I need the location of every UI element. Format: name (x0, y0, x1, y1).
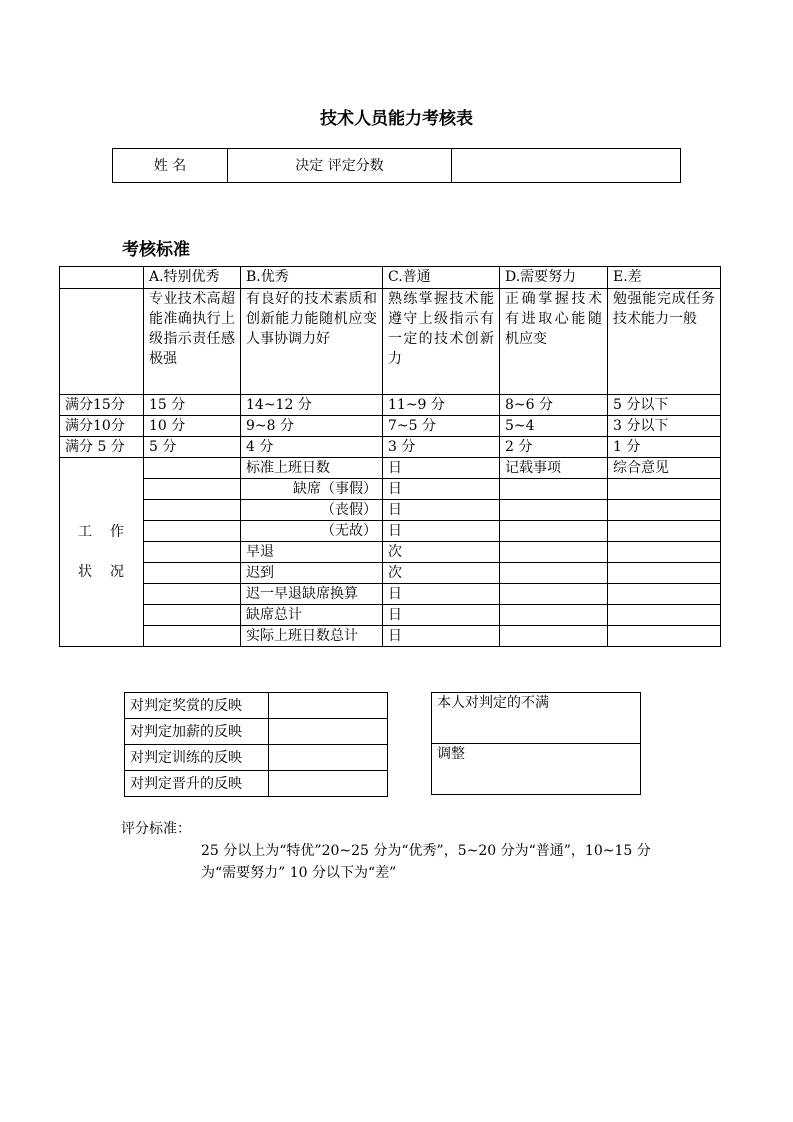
score-cell: 1 分 (608, 437, 721, 458)
adjustment-field[interactable]: 调整 (432, 744, 641, 795)
reaction-label: 对判定训练的反映 (125, 745, 269, 771)
table-row (60, 563, 721, 584)
page-title: 技术人员能力考核表 (320, 109, 473, 129)
table-row (432, 744, 641, 795)
level-description: 有良好的技术素质和创新能力能随机应变人事协调力好 (241, 289, 383, 395)
level-header: D.需要努力 (500, 267, 608, 289)
table-row (60, 437, 721, 458)
work-item: 缺席（事假） (241, 479, 383, 500)
complaint-table (431, 692, 641, 795)
level-header: A.特别优秀 (144, 267, 241, 289)
score-cell: 3 分以下 (608, 416, 721, 437)
table-row (60, 605, 721, 626)
work-item: （丧假） (241, 500, 383, 521)
table-row (60, 289, 721, 395)
work-e-cell[interactable] (608, 500, 721, 521)
work-unit: 次 (383, 542, 500, 563)
section-title: 考核标准 (122, 240, 190, 260)
score-row-label: 满分 5 分 (60, 437, 144, 458)
score-cell: 10 分 (144, 416, 241, 437)
work-item: （无故） (241, 521, 383, 542)
work-e-cell[interactable] (608, 563, 721, 584)
table-row (60, 500, 721, 521)
score-label: 决定 评定分数 (228, 149, 452, 183)
table-row (125, 771, 388, 797)
work-e-cell[interactable] (608, 542, 721, 563)
score-cell: 5 分以下 (608, 395, 721, 416)
score-value-field[interactable] (452, 149, 681, 183)
work-d-cell[interactable] (500, 563, 608, 584)
table-row (60, 479, 721, 500)
table-row (432, 693, 641, 744)
level-description: 正确掌握技术 有进取心能随机应变 (500, 289, 608, 395)
work-item: 迟到 (241, 563, 383, 584)
table-row (60, 458, 721, 479)
level-description: 专业技术高超 能准确执行上级指示责任感极强 (144, 289, 241, 395)
work-input[interactable] (144, 458, 241, 479)
work-d-cell[interactable] (500, 500, 608, 521)
table-row (60, 626, 721, 647)
dissatisfaction-field[interactable]: 本人对判定的不满 (432, 693, 641, 744)
work-input[interactable] (144, 626, 241, 647)
score-row-label: 满分15分 (60, 395, 144, 416)
name-score-table (112, 148, 681, 183)
score-cell: 15 分 (144, 395, 241, 416)
work-e-cell[interactable] (608, 584, 721, 605)
work-unit: 日 (383, 605, 500, 626)
table-row (60, 542, 721, 563)
score-cell: 8~6 分 (500, 395, 608, 416)
work-status-label (60, 458, 144, 647)
work-input[interactable] (144, 605, 241, 626)
reaction-field[interactable] (269, 771, 388, 797)
name-label: 姓 名 (113, 149, 228, 183)
work-d-cell[interactable] (500, 626, 608, 647)
work-unit: 日 (383, 584, 500, 605)
score-cell: 4 分 (241, 437, 383, 458)
score-cell: 2 分 (500, 437, 608, 458)
score-cell: 14~12 分 (241, 395, 383, 416)
level-header: C.普通 (383, 267, 500, 289)
score-cell: 5~4 (500, 416, 608, 437)
work-e-cell[interactable] (608, 605, 721, 626)
criteria-label: 评分标准： (121, 821, 191, 837)
table-row (60, 267, 721, 289)
work-d-cell[interactable] (500, 584, 608, 605)
corner-cell (60, 267, 144, 289)
score-row-label: 满分10分 (60, 416, 144, 437)
work-input[interactable] (144, 500, 241, 521)
work-label-2: 状况 (78, 564, 142, 580)
work-item: 缺席总计 (241, 605, 383, 626)
reaction-field[interactable] (269, 719, 388, 745)
table-row (125, 693, 388, 719)
work-item: 早退 (241, 542, 383, 563)
work-unit: 日 (383, 479, 500, 500)
table-row (60, 416, 721, 437)
work-d-cell[interactable] (500, 605, 608, 626)
work-e-cell: 综合意见 (608, 458, 721, 479)
table-row (60, 395, 721, 416)
work-e-cell[interactable] (608, 479, 721, 500)
work-d-cell: 记载事项 (500, 458, 608, 479)
work-input[interactable] (144, 542, 241, 563)
score-cell: 7~5 分 (383, 416, 500, 437)
table-row (125, 745, 388, 771)
level-header: E.差 (608, 267, 721, 289)
score-cell: 9~8 分 (241, 416, 383, 437)
reaction-field[interactable] (269, 745, 388, 771)
reaction-label: 对判定奖赏的反映 (125, 693, 269, 719)
criteria-text: 25 分以上为“特优”20~25 分为“优秀”，5~20 分为“普通”，10~15 分为“需要努力” 10 分以下为“差” (201, 843, 651, 881)
work-d-cell[interactable] (500, 521, 608, 542)
work-unit: 次 (383, 563, 500, 584)
work-unit: 日 (383, 521, 500, 542)
level-description: 熟练掌握技术能遵守上级指示有一定的技术创新力 (383, 289, 500, 395)
score-cell: 11~9 分 (383, 395, 500, 416)
work-e-cell[interactable] (608, 521, 721, 542)
reaction-label: 对判定晋升的反映 (125, 771, 269, 797)
work-item: 实际上班日数总计 (241, 626, 383, 647)
reaction-label: 对判定加薪的反映 (125, 719, 269, 745)
empty-cell (60, 289, 144, 395)
work-e-cell[interactable] (608, 626, 721, 647)
work-input[interactable] (144, 563, 241, 584)
table-row (125, 719, 388, 745)
table-row (60, 584, 721, 605)
work-item: 标准上班日数 (241, 458, 383, 479)
work-item: 迟一早退缺席换算 (241, 584, 383, 605)
work-d-cell[interactable] (500, 542, 608, 563)
work-label-1: 工作 (78, 524, 142, 540)
work-input[interactable] (144, 584, 241, 605)
work-unit: 日 (383, 500, 500, 521)
table-row (60, 521, 721, 542)
reaction-table (124, 692, 388, 797)
work-input[interactable] (144, 521, 241, 542)
level-description: 勉强能完成任务 技术能力一般 (608, 289, 721, 395)
standards-table (59, 266, 721, 647)
work-unit: 日 (383, 626, 500, 647)
score-cell: 3 分 (383, 437, 500, 458)
work-unit: 日 (383, 458, 500, 479)
score-cell: 5 分 (144, 437, 241, 458)
reaction-field[interactable] (269, 693, 388, 719)
level-header: B.优秀 (241, 267, 383, 289)
work-input[interactable] (144, 479, 241, 500)
work-d-cell[interactable] (500, 479, 608, 500)
